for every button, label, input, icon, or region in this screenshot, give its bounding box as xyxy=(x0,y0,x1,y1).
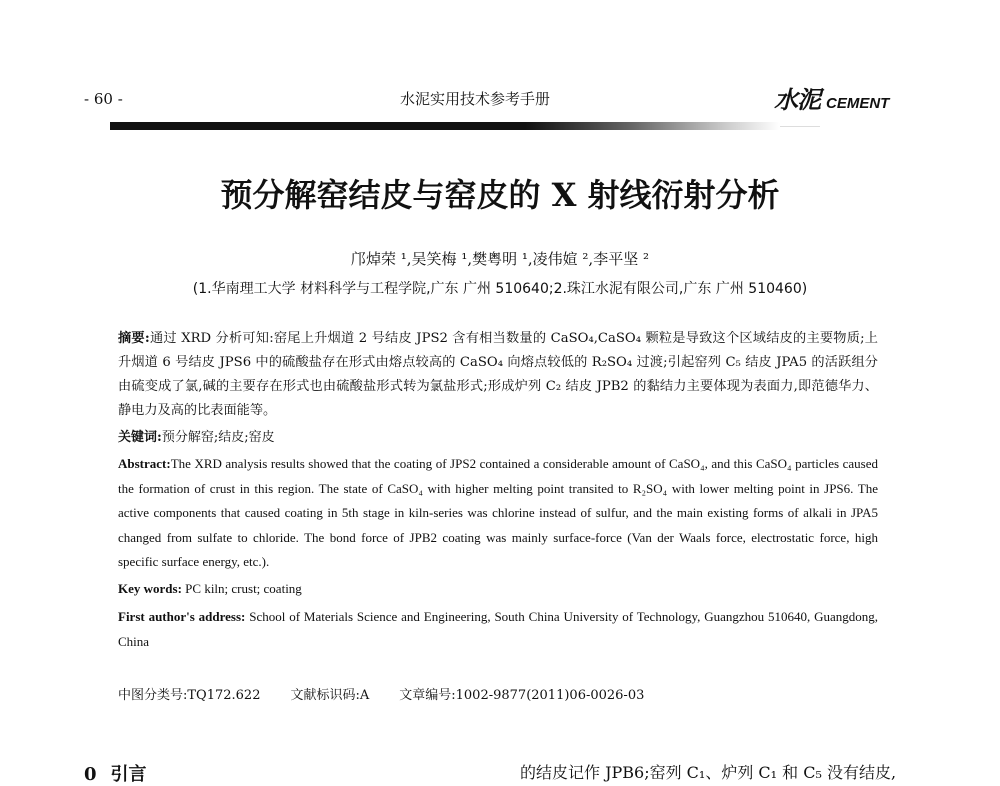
abstract-cn-label: 摘要: xyxy=(118,331,150,346)
keywords-cn-text: 预分解窑;结皮;窑皮 xyxy=(161,430,275,445)
article-number: 文章编号:1002-9877(2011)06-0026-03 xyxy=(399,688,645,703)
article-title: 预分解窑结皮与窑皮的 X 射线衍射分析 xyxy=(220,176,780,214)
keywords-cn xyxy=(118,426,275,445)
abstract-cn xyxy=(118,327,878,423)
keywords-en-label: Key words: xyxy=(118,581,182,596)
page-number: - 60 - xyxy=(84,90,123,108)
affiliations: (1.华南理工大学 材料科学与工程学院,广东 广州 510640;2.珠江水泥有限公司,广东 广州 510460) xyxy=(192,281,808,297)
logo-en-text: CEMENT xyxy=(826,95,890,112)
abstract-en-label: Abstract: xyxy=(118,456,171,471)
section-number: 0 xyxy=(84,764,97,785)
author-list: 邝焯荣 ¹,吴笑梅 ¹,樊粤明 ¹,凌伟媗 ²,李平坚 ² xyxy=(351,250,649,268)
document-code: 文献标识码:A xyxy=(290,688,370,703)
logo-cn-text: 水泥 xyxy=(774,85,820,114)
keywords-en-text: PC kiln; crust; coating xyxy=(185,581,302,596)
abstract-en xyxy=(118,452,878,575)
header-rule xyxy=(110,122,780,130)
classification-line xyxy=(118,684,644,703)
journal-title: 水泥实用技术参考手册 xyxy=(400,90,551,108)
journal-logo xyxy=(774,80,914,114)
keywords-en xyxy=(118,581,302,597)
author-address xyxy=(118,604,878,654)
clc-number: 中图分类号:TQ172.622 xyxy=(118,688,261,703)
section-title: 引言 xyxy=(110,764,147,785)
header-rule-fade xyxy=(780,126,820,127)
abstract-en-text: The XRD analysis results showed that the coating of JPS2 contained a considerable amount of CaSO₄, and this CaSO₄ particles caused the formation of crust in this region. The state of CaSO₄ with higher melting point transited to R₂SO₄ with lower melting point in JPS6. The active components that caused coating in 5th stage in kiln-series was chlorine instead of sulfur, and the main existing forms of alkali in JPA5 changed from sulfate to chloride. The bond force of JPB2 coating was mainly surface-force (Van der Waals force, electrostatic force, high specific surface energy, etc.). xyxy=(118,456,878,569)
abstract-cn-text: 通过 XRD 分析可知:窑尾上升烟道 2 号结皮 JPS2 含有相当数量的 CaSO₄,CaSO₄ 颗粒是导致这个区域结皮的主要物质;上升烟道 6 号结皮 JPS6 中的硫酸盐存在形式由熔点较高的 CaSO₄ 向熔点较低的 R₂SO₄ 过渡;引起窑列 C₅ 结皮 JPA5 的活跃组分由硫变成了氯,碱的主要存在形式也由硫酸盐形式转为氯盐形式;形成炉列 C₂ 结皮 JPB2 的黏结力主要体现为表面力,即范德华力、静电力及高的比表面能等。 xyxy=(118,331,878,418)
section-heading xyxy=(84,760,147,786)
author-address-text: School of Materials Science and Engineering, South China University of Technology, Guangzhou 510640, Guangdong, China xyxy=(118,609,879,649)
author-address-label: First author's address: xyxy=(118,609,246,624)
keywords-cn-label: 关键词: xyxy=(118,430,162,445)
body-text-line: 的结皮记作 JPB6;窑列 C₁、炉列 C₁ 和 C₅ 没有结皮, xyxy=(520,763,897,782)
